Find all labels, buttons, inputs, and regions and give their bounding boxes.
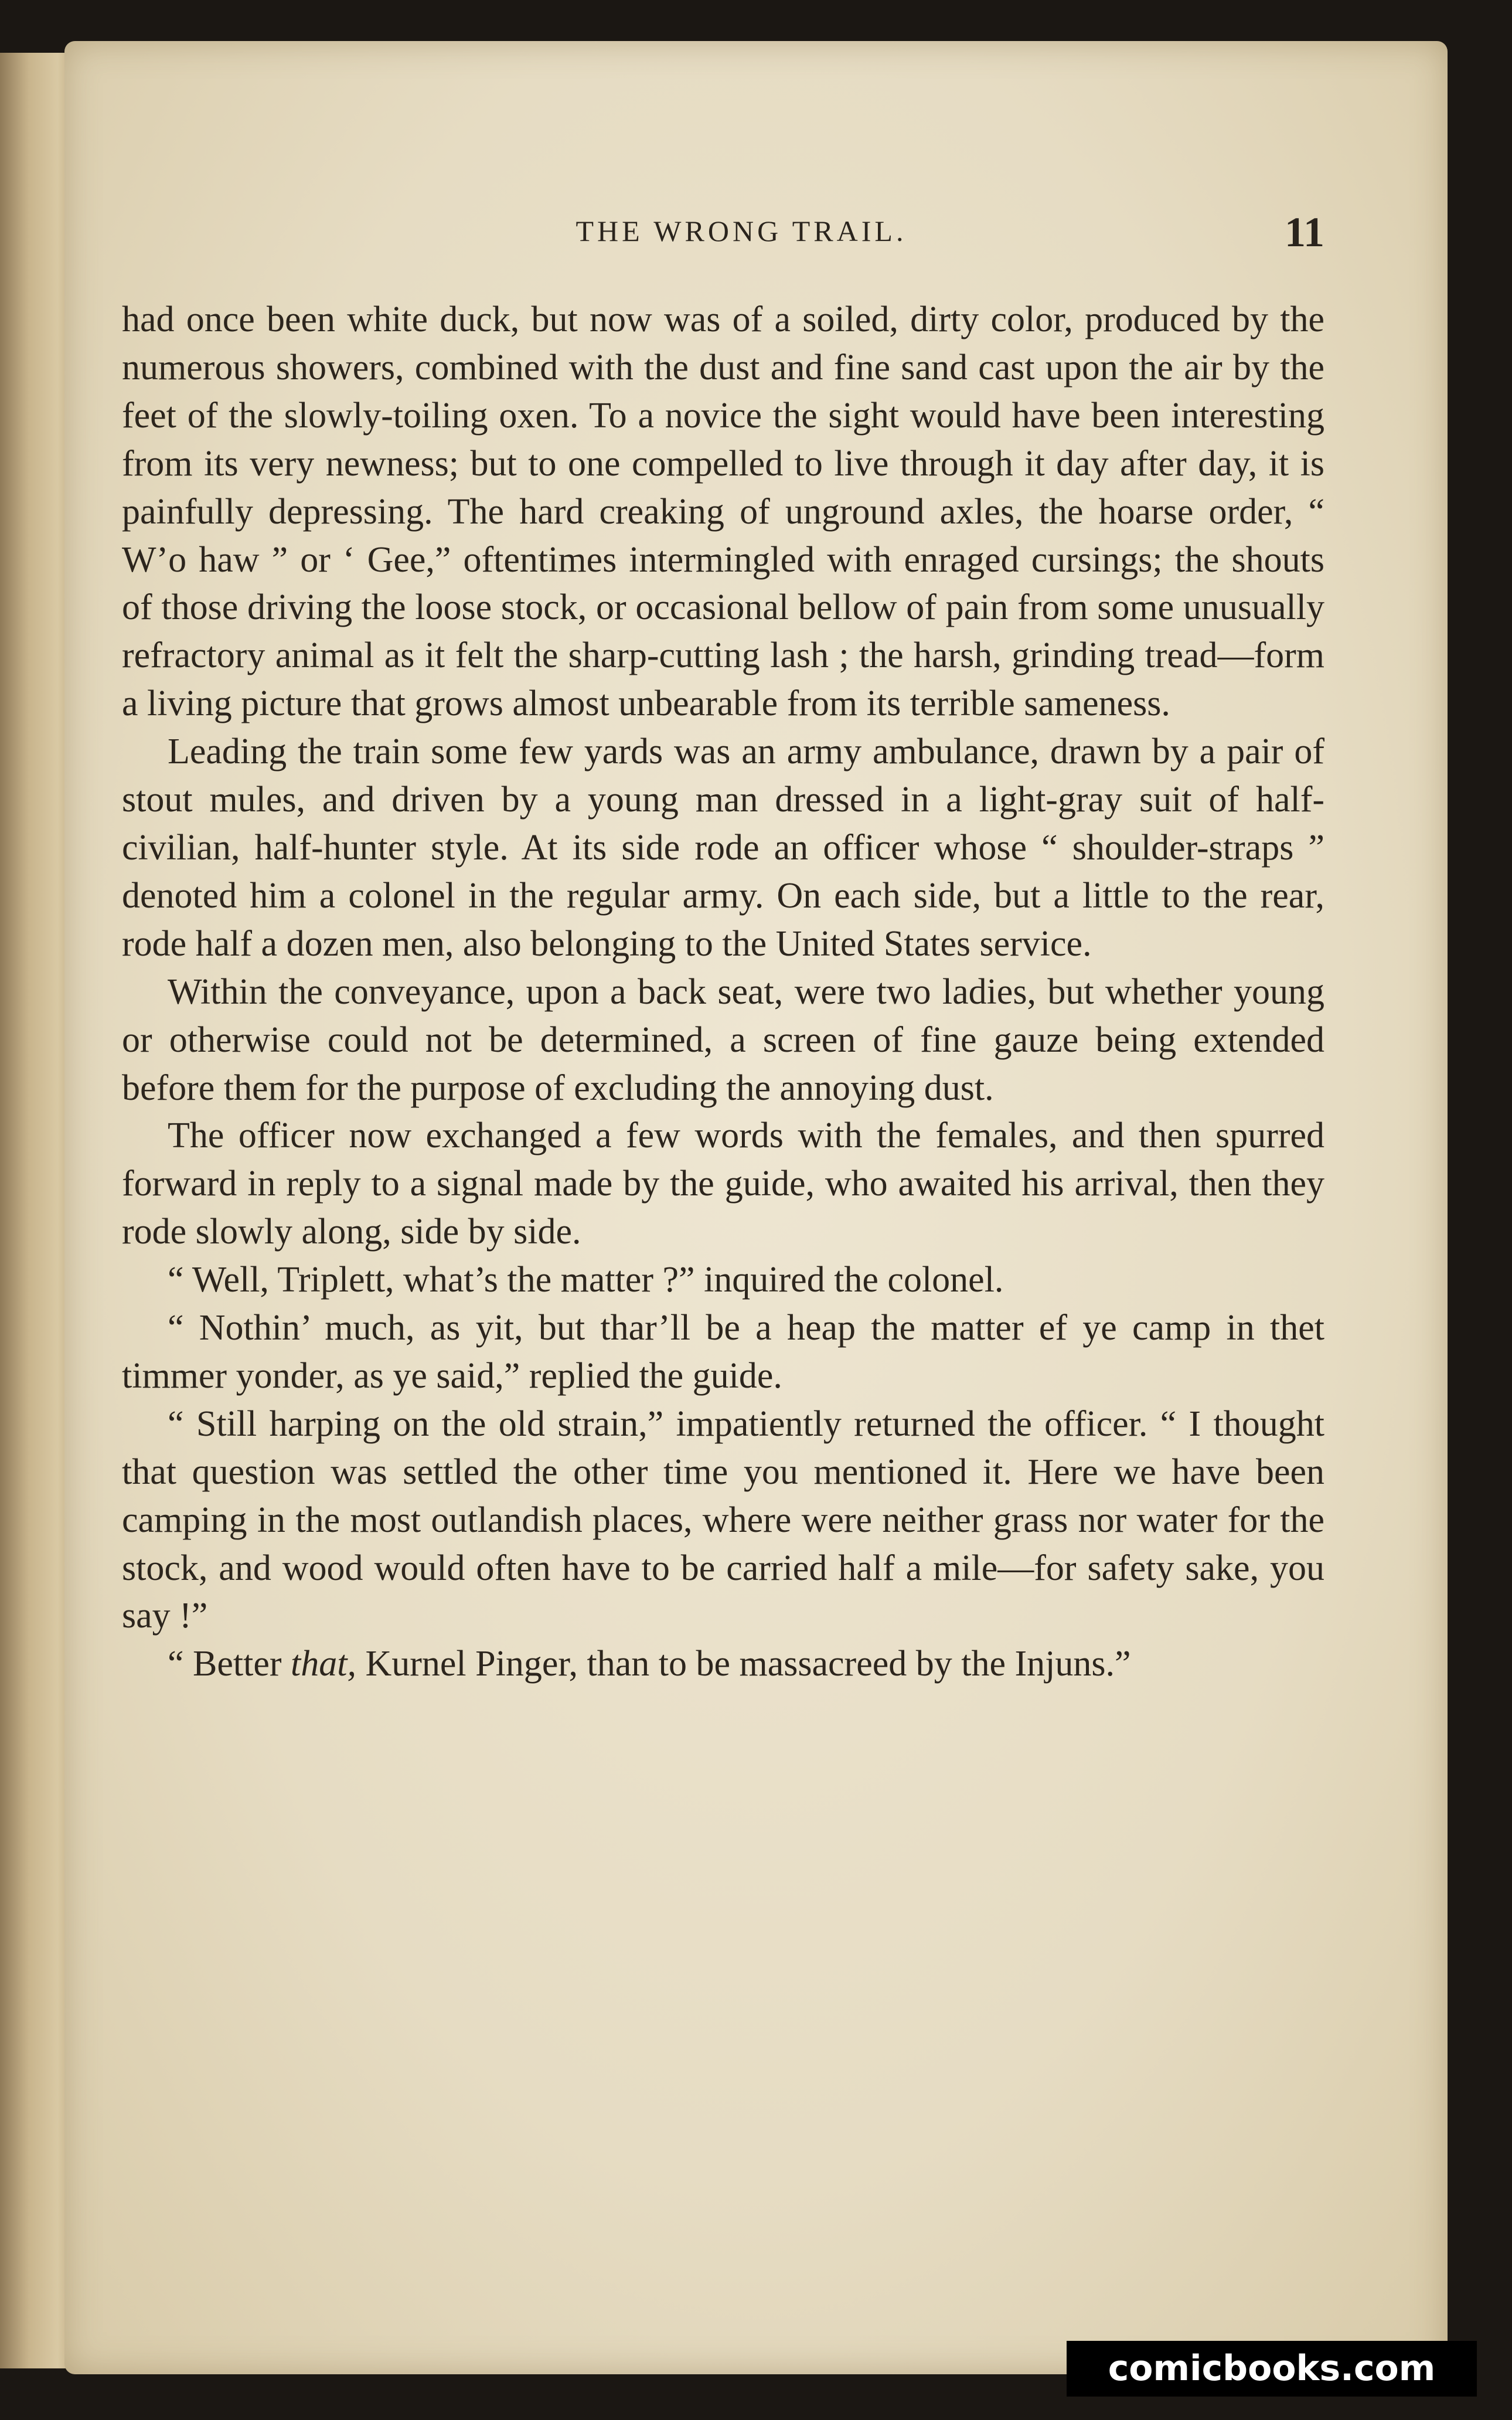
emphasis-that: that, xyxy=(291,1644,356,1684)
paragraph-dialogue-injuns xyxy=(122,1640,1324,1688)
page-number: 11 xyxy=(1284,209,1324,256)
paragraph-dialogue-colonel: “ Well, Triplett, what’s the matter ?” inquired the colonel. xyxy=(168,1260,1004,1300)
paragraph-ladies: Within the conveyance, upon a back seat, were two ladies, but whether young or otherwise could not be determined, a screen of fine gauze being extended before them for the purpose of excluding the annoying dust. xyxy=(122,971,1324,1108)
running-head: THE WRONG TRAIL. xyxy=(575,215,907,247)
site-watermark: comicbooks.com xyxy=(1067,2341,1477,2397)
paragraph-continuation: had once been white duck, but now was of a soiled, dirty color, produced by the numerous showers, combined with the dust and fine sand cast upon the air by the feet of the slowly-toiling oxen. To a novice the sight would have been interesting from its very newness; but to one compelled to live through it day after day, it is painfully depressing. The hard creaking of unground axles, the hoarse order, “ W’o haw ” or ‘ Gee,” oftentimes intermingled with enraged cursings; the shouts of those driving the loose stock, or occasional bellow of pain from some unusually refractory animal as it felt the sharp-cutting lash ; the harsh, grinding tread—form a living picture that grows almost unbearable from its terrible sameness. xyxy=(122,300,1324,724)
paragraph-dialogue-officer: “ Still harping on the old strain,” impatiently returned the officer. “ I thought that question was settled the other time you mentioned it. Here we have been camping in the most outlandish places, where were neither grass nor water for the stock, and wood would often have to be carried half a mile—for safety sake, you say !” xyxy=(122,1403,1324,1636)
quote-before: “ Better xyxy=(168,1644,291,1684)
paragraph-ambulance: Leading the train some few yards was an army ambulance, drawn by a pair of stout mules, and driven by a young man dressed in a light-gray suit of half-civilian, half-hunter style. At its side rode an officer whose “ shoulder-straps ” denoted him a colonel in the regular army. On each side, but a little to the rear, rode half a dozen men, also belonging to the United States service. xyxy=(122,732,1324,964)
quote-after: Kurnel Pinger, than to be massacreed by the Injuns.” xyxy=(356,1644,1131,1684)
body-text xyxy=(122,296,1324,1688)
paragraph-officer: The officer now exchanged a few words with the females, and then spurred forward in reply to a signal made by the guide, who awaited his arrival, then they rode slowly along, side by side. xyxy=(122,1116,1324,1252)
paragraph-dialogue-guide: “ Nothin’ much, as yit, but thar’ll be a heap the matter ef ye camp in thet timmer yonder, as ye said,” replied the guide. xyxy=(122,1308,1324,1396)
page-header xyxy=(123,208,1324,261)
